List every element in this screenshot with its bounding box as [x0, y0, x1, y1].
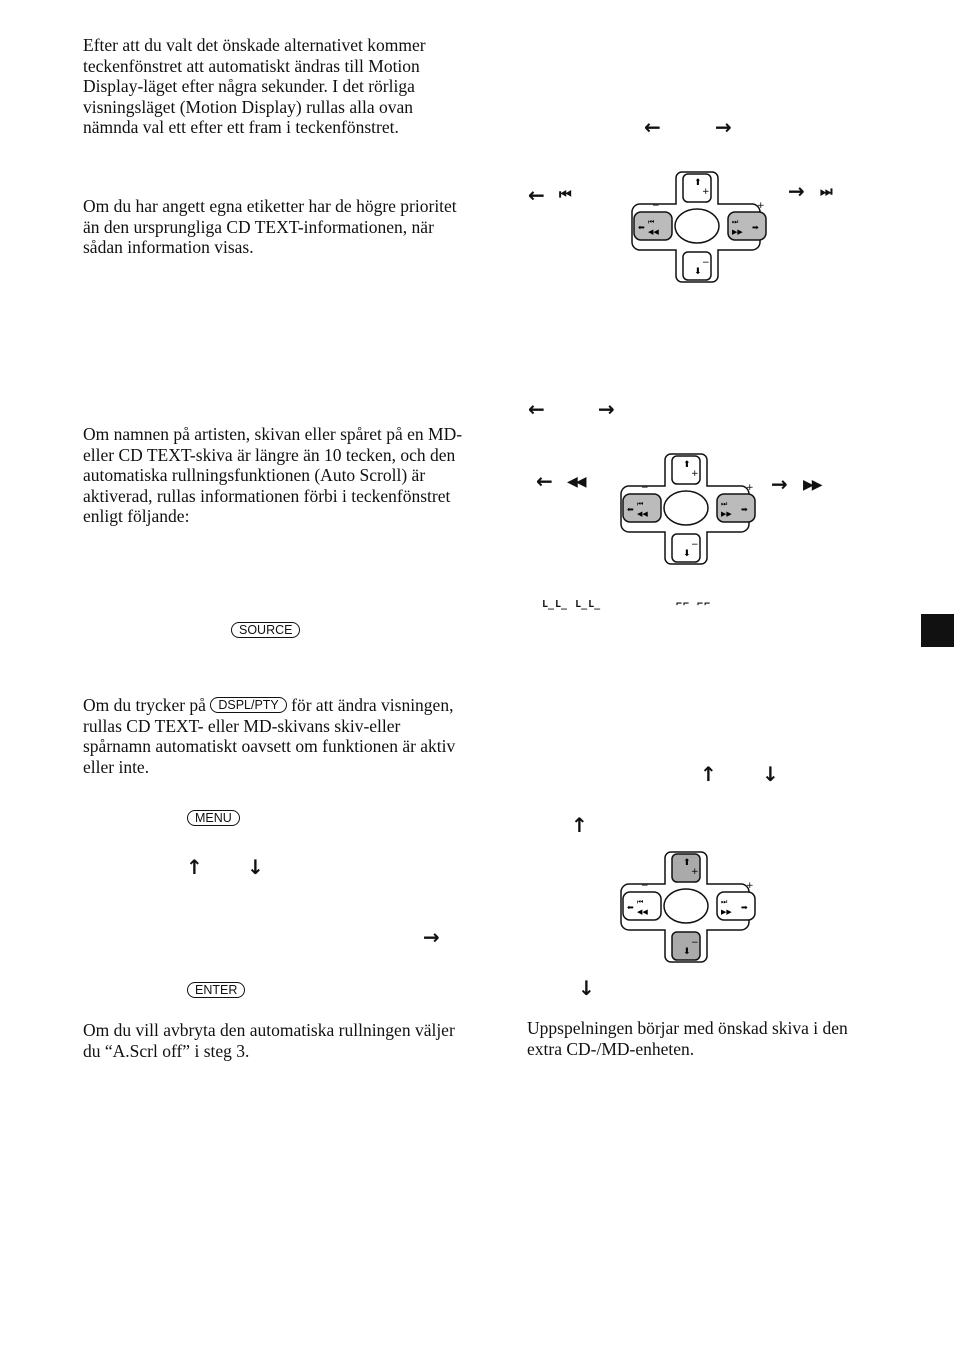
svg-text:+: + — [757, 201, 765, 211]
svg-text:◀◀: ◀◀ — [637, 510, 648, 518]
arrow-right-icon: → — [715, 115, 732, 139]
paragraph-motion-display: Efter att du valt det önskade alternativet kommer teckenfönstret att automatiskt ändras till Motion Display-läget efter några sekunder. I det rörliga visningsläget (Motion Display) rullas alla ovan nämnda val ett efter ett fram i teckenfönstret. — [83, 35, 426, 137]
paragraph-dspl-before: Om du trycker på — [83, 695, 206, 715]
svg-text:−: − — [691, 938, 699, 948]
arrow-right-icon: → — [598, 397, 615, 421]
dspl-pty-button[interactable]: DSPL/PTY — [210, 697, 286, 713]
paragraph-labels-priority: Om du har angett egna etiketter har de högre prioritet än den ursprungliga CD TEXT-informationen, när sådan information visas. — [83, 196, 457, 257]
svg-text:−: − — [702, 258, 710, 268]
control-pad-icon — [617, 450, 762, 568]
svg-text:+: + — [691, 867, 699, 877]
arrow-up-icon: ↑ — [571, 813, 588, 837]
svg-text:⏭: ⏭ — [721, 898, 728, 906]
svg-text:◀◀: ◀◀ — [648, 228, 659, 236]
svg-text:⬅: ⬅ — [627, 903, 634, 912]
svg-text:⏮: ⏮ — [637, 500, 644, 508]
arrow-left-icon: ← — [644, 115, 661, 139]
fast-forward-icon: ▶▶ — [803, 477, 821, 493]
prev-track-icon: ⏮ — [559, 187, 570, 203]
svg-text:⬇: ⬇ — [694, 267, 702, 277]
svg-text:⏭: ⏭ — [721, 500, 728, 508]
paragraph-dspl-after: för att ändra visningen, rullas CD TEXT- eller MD-skivans skiv-eller spårnamn automatiskt oavsett om funktionen är aktiv eller inte. — [83, 695, 456, 777]
svg-text:⏭: ⏭ — [732, 218, 739, 226]
rewind-icon: ◀◀ — [567, 474, 585, 490]
svg-text:⬆: ⬆ — [694, 178, 702, 188]
arrow-right-icon: → — [788, 179, 805, 203]
svg-text:⏮: ⏮ — [637, 898, 644, 906]
paragraph-cancel-scroll: Om du vill avbryta den automatiska rullningen väljer du “A.Scrl off” i steg 3. — [83, 1020, 455, 1061]
svg-text:−: − — [641, 881, 649, 891]
svg-text:▶▶: ▶▶ — [721, 908, 732, 916]
svg-text:⬅: ⬅ — [638, 223, 645, 232]
arrow-up-icon: ↑ — [700, 762, 717, 786]
svg-text:⬇: ⬇ — [683, 947, 691, 957]
svg-text:➡: ➡ — [741, 505, 748, 514]
svg-text:−: − — [652, 201, 660, 211]
svg-text:⏮: ⏮ — [648, 218, 655, 226]
svg-text:◀◀: ◀◀ — [637, 908, 648, 916]
control-pad-icon — [628, 168, 768, 286]
svg-text:▶▶: ▶▶ — [732, 228, 743, 236]
paragraph-dspl — [83, 695, 468, 777]
svg-text:−: − — [691, 540, 699, 550]
svg-text:⬆: ⬆ — [683, 460, 691, 470]
control-pad-icon — [617, 848, 762, 966]
svg-text:⬇: ⬇ — [683, 549, 691, 559]
section-tab-marker — [921, 614, 954, 647]
arrow-right-icon: → — [771, 472, 788, 496]
display-segments-right: ⌐⌐ ⌐⌐ — [676, 599, 712, 610]
arrow-right-icon: → — [423, 925, 440, 949]
source-button[interactable]: SOURCE — [231, 622, 300, 638]
svg-text:−: − — [641, 483, 649, 493]
svg-text:⬅: ⬅ — [627, 505, 634, 514]
arrow-left-icon: ← — [528, 183, 545, 207]
enter-button[interactable]: ENTER — [187, 982, 245, 998]
paragraph-auto-scroll: Om namnen på artisten, skivan eller spåret på en MD- eller CD TEXT-skiva är längre än 10 tecken, och den automatiska rullningsfunktionen (Auto Scroll) är aktiverad, rullas informationen förbi i teckenfönstret enligt följande: — [83, 424, 463, 526]
arrow-down-icon: ↓ — [578, 976, 595, 1000]
arrow-up-icon: ↑ — [186, 855, 203, 879]
paragraph-playback-starts: Uppspelningen börjar med önskad skiva i den extra CD-/MD-enheten. — [527, 1018, 848, 1059]
arrow-down-icon: ↓ — [247, 855, 264, 879]
svg-text:⬆: ⬆ — [683, 858, 691, 868]
svg-text:+: + — [746, 881, 754, 891]
arrow-left-icon: ← — [536, 469, 553, 493]
arrow-left-icon: ← — [528, 397, 545, 421]
svg-text:+: + — [691, 469, 699, 479]
next-track-icon: ⏭ — [820, 184, 831, 200]
arrow-down-icon: ↓ — [762, 762, 779, 786]
svg-text:+: + — [746, 483, 754, 493]
svg-text:+: + — [702, 187, 710, 197]
svg-text:➡: ➡ — [752, 223, 759, 232]
svg-text:➡: ➡ — [741, 903, 748, 912]
menu-button[interactable]: MENU — [187, 810, 240, 826]
svg-text:▶▶: ▶▶ — [721, 510, 732, 518]
display-segments-left: L̲L̲ L̲L̲ — [542, 599, 602, 610]
